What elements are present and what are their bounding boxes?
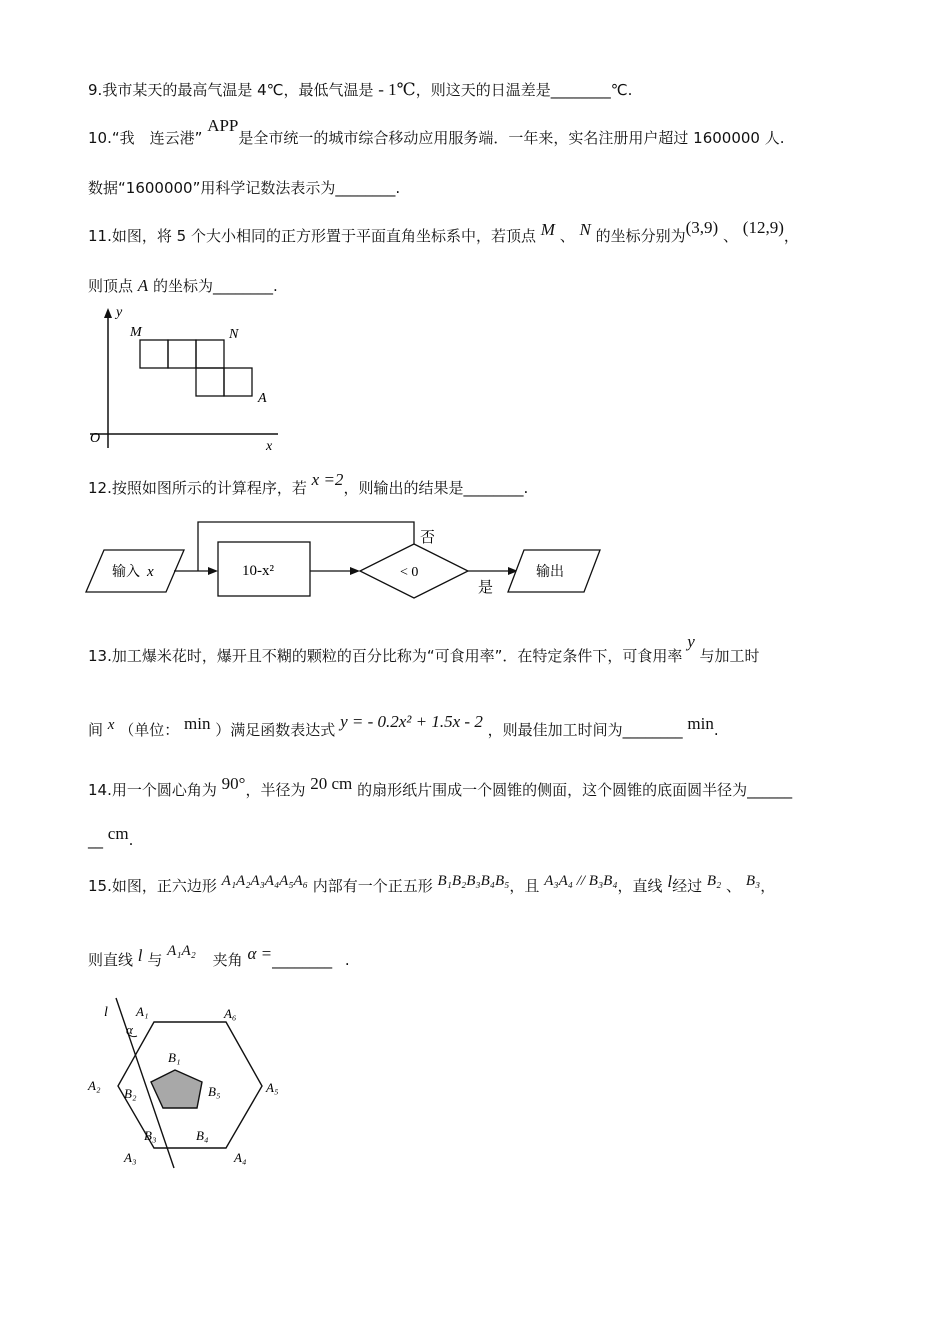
question-number: 15.	[88, 877, 112, 895]
answer-blank[interactable]: ________	[272, 951, 333, 969]
label-B5: B₅	[208, 1084, 221, 1099]
question-9: 9.我市某天的最高气温是 4℃，最低气温是 - 1℃，则这天的日温差是________℃.	[88, 80, 633, 99]
question-10-line-2: 数据“1600000”用科学记数法表示为________.	[88, 179, 401, 197]
question-12: 12.按照如图所示的计算程序，若 x =2，则输出的结果是________.	[88, 470, 529, 497]
question-number: 9.	[88, 81, 103, 99]
answer-blank[interactable]: ________	[212, 277, 273, 295]
no-label: 否	[420, 530, 436, 546]
label-M: M	[130, 325, 142, 340]
calc-expression: 10-x²	[242, 563, 274, 579]
question-number: 13.	[88, 647, 112, 665]
x-label: x	[266, 439, 273, 454]
question-15-line-2: 则直线 l 与 A₁A₂ 夹角 α =________ .	[88, 943, 350, 969]
label-A1: A₁	[136, 1004, 149, 1019]
label-alpha: α	[126, 1022, 133, 1037]
question-11: 11.如图，将 5 个大小相同的正方形置于平面直角坐标系中，若顶点 M 、 N 的坐标分别为(3,9) 、 (12,9)，	[88, 218, 799, 245]
svg-text:输入: 输入	[112, 565, 140, 580]
question-number: 14.	[88, 781, 112, 799]
coordinate-figure	[86, 304, 286, 454]
label-A5: A₅	[266, 1080, 279, 1095]
answer-blank[interactable]: ________	[550, 81, 611, 99]
yes-label: 是	[478, 580, 494, 596]
question-13: 13.加工爆米花时，爆开且不糊的颗粒的百分比称为“可食用率”．在特定条件下，可食用率 y 与加工时	[88, 632, 760, 665]
label-A3: A₃	[124, 1150, 137, 1165]
answer-blank[interactable]: ________	[335, 179, 396, 197]
regular-pentagon	[151, 1070, 202, 1108]
label-B1: B₁	[168, 1050, 181, 1065]
answer-blank[interactable]: ______	[747, 781, 793, 799]
question-number: 11.	[88, 227, 112, 245]
label-A: A	[258, 391, 267, 406]
question-10: 10.“我 连云港” APP是全市统一的城市综合移动应用服务端．一年来，实名注册用户超过 1600000 人.	[88, 116, 785, 147]
condition-text: < 0	[400, 565, 419, 580]
answer-blank[interactable]: __	[88, 831, 103, 849]
label-A6: A₆	[224, 1006, 237, 1021]
answer-blank[interactable]: ________	[463, 479, 524, 497]
label-A4: A₄	[234, 1150, 247, 1165]
question-14-line-2: __ cm.	[88, 824, 134, 849]
question-number: 12.	[88, 479, 112, 497]
question-15: 15.如图，正六边形 A₁A₂A₃A₄A₅A₆ 内部有一个正五形 B₁B₂B₃B₄B₅，且 A₃A₄ // B₃B₄，直线 l经过 B₂ 、 B₃，	[88, 872, 776, 895]
question-13-line-2: 间 x （单位： min ）满足函数表达式 y = - 0.2x² + 1.5x - 2 ，则最佳加工时间为________ min.	[88, 712, 719, 739]
label-l: l	[104, 1005, 108, 1020]
svg-text:x: x	[147, 564, 154, 580]
y-axis-arrow	[104, 308, 112, 318]
svg-text:输出: 输出	[536, 565, 564, 580]
answer-blank[interactable]: ________	[622, 721, 683, 739]
y-label: y	[116, 305, 123, 320]
label-B2: B₂	[124, 1086, 137, 1101]
square	[196, 340, 224, 368]
label-N: N	[229, 327, 239, 342]
square	[224, 368, 252, 396]
hexagon-figure	[84, 996, 304, 1176]
square	[168, 340, 196, 368]
question-11-line-2: 则顶点 A 的坐标为________.	[88, 276, 278, 295]
formula: y = - 0.2x² + 1.5x - 2	[340, 712, 483, 731]
square	[196, 368, 224, 396]
label-B3: B₃	[144, 1128, 157, 1143]
origin-label: O	[90, 431, 101, 446]
question-14: 14.用一个圆心角为 90°，半径为 20 cm 的扇形纸片围成一个圆锥的侧面，这个圆锥的底面圆半径为______	[88, 774, 793, 799]
flowchart	[84, 516, 614, 610]
question-number: 10.	[88, 129, 112, 147]
squares	[140, 340, 252, 396]
square	[140, 340, 168, 368]
label-B4: B₄	[196, 1128, 209, 1143]
label-A2: A₂	[88, 1078, 101, 1093]
